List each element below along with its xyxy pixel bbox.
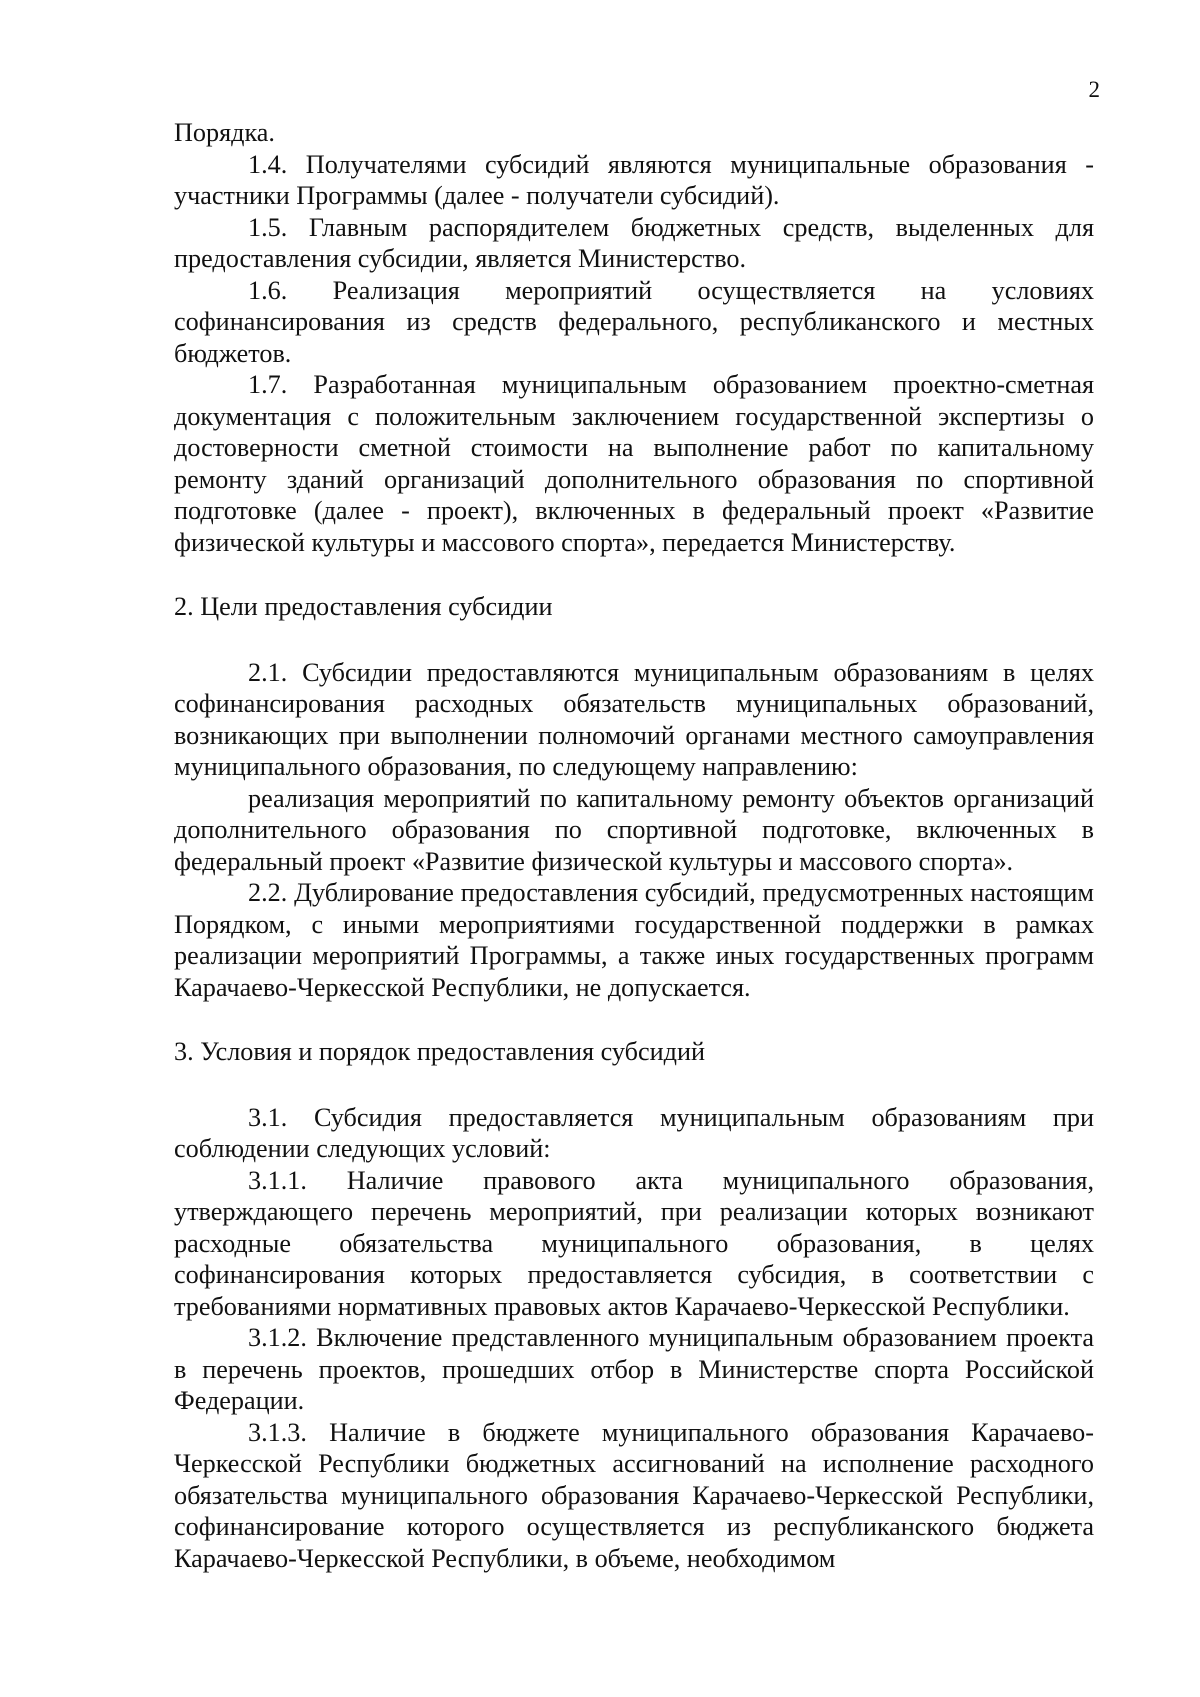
clause-2-1-direction: реализация мероприятий по капитальному ремонту объектов организаций дополнительного образования по спортивной подготовке, включенных в федеральный проект «Развитие физической культуры и массового спорта». [174, 783, 1094, 876]
clause-1-6: 1.6. Реализация мероприятий осуществляется на условиях софинансирования из средств федерального, республиканского и местных бюджетов. [174, 275, 1094, 368]
section-2-heading: 2. Цели предоставления субсидии [174, 592, 553, 621]
page-number: 2 [1088, 77, 1100, 102]
section-3-heading: 3. Условия и порядок предоставления субсидий [174, 1037, 705, 1066]
document-body [174, 117, 1094, 1574]
clause-3-1-2: 3.1.2. Включение представленного муниципальным образованием проекта в перечень проектов, прошедших отбор в Министерстве спорта Российской Федерации. [174, 1323, 1094, 1415]
clause-3-1-3: 3.1.3. Наличие в бюджете муниципального образования Карачаево-Черкесской Республики бюджетных ассигнований на исполнение расходного обязательства муниципального образования Карачаево-Черкесской Республики, софинансирование которого осуществляется из республиканского бюджета Карачаево-Черкесской Республики, в объеме, необходимом [174, 1417, 1094, 1573]
paragraph-continuation: Порядка. [174, 118, 275, 147]
clause-3-1: 3.1. Субсидия предоставляется муниципальным образованиям при соблюдении следующих условий: [174, 1102, 1094, 1163]
clause-1-4: 1.4. Получателями субсидий являются муниципальные образования - участники Программы (далее - получатели субсидий). [174, 149, 1094, 210]
clause-3-1-1: 3.1.1. Наличие правового акта муниципального образования, утверждающего перечень мероприятий, при реализации которых возникают расходные обязательства муниципального образования, в целях софинансирования которых предоставляется субсидия, в соответствии с требованиями нормативных правовых актов Карачаево-Черкесской Республики. [174, 1165, 1094, 1321]
clause-2-2: 2.2. Дублирование предоставления субсидий, предусмотренных настоящим Порядком, с иными мероприятиями государственной поддержки в рамках реализации мероприятий Программы, а также иных государственных программ Карачаево-Черкесской Республики, не допускается. [174, 878, 1094, 1002]
clause-1-7: 1.7. Разработанная муниципальным образованием проектно-сметная документация с положительным заключением государственной экспертизы о достоверности сметной стоимости на выполнение работ по капитальному ремонту зданий организаций дополнительного образования по спортивной подготовке (далее - проект), включенных в федеральный проект «Развитие физической культуры и массового спорта», передается Министерству. [174, 370, 1094, 557]
clause-2-1: 2.1. Субсидии предоставляются муниципальным образованиям в целях софинансирования расходных обязательств муниципальных образований, возникающих при выполнении полномочий органами местного самоуправления муниципального образования, по следующему направлению: [174, 657, 1094, 781]
clause-1-5: 1.5. Главным распорядителем бюджетных средств, выделенных для предоставления субсидии, является Министерство. [174, 212, 1094, 273]
